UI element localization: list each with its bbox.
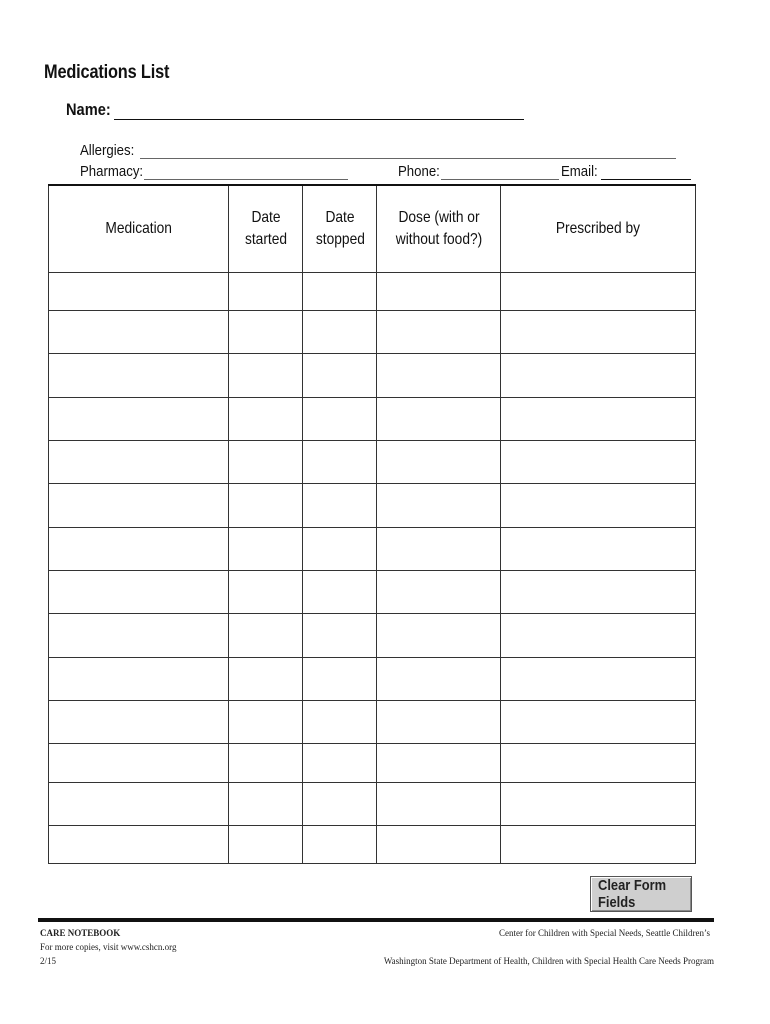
table-row <box>49 441 696 484</box>
email-label: Email: <box>561 163 598 180</box>
cell-date-stopped[interactable] <box>303 397 377 440</box>
header-medication: Medication <box>49 185 229 273</box>
cell-dose[interactable] <box>377 397 501 440</box>
email-input[interactable] <box>601 164 691 180</box>
table-row <box>49 311 696 354</box>
cell-date-stopped[interactable] <box>303 484 377 527</box>
cell-prescribed-by[interactable] <box>501 311 696 354</box>
phone-label: Phone: <box>397 163 440 180</box>
cell-dose[interactable] <box>377 744 501 782</box>
cell-date-started[interactable] <box>229 273 303 311</box>
cell-prescribed-by[interactable] <box>501 701 696 744</box>
cell-prescribed-by[interactable] <box>501 273 696 311</box>
footer-date: 2/15 <box>40 956 57 966</box>
table-row <box>49 657 696 700</box>
footer-notebook-title: CARE NOTEBOOK <box>40 928 121 938</box>
cell-dose[interactable] <box>377 657 501 700</box>
cell-date-stopped[interactable] <box>303 744 377 782</box>
name-label: Name: <box>66 100 111 119</box>
cell-prescribed-by[interactable] <box>501 441 696 484</box>
cell-prescribed-by[interactable] <box>501 614 696 657</box>
header-prescribed-by: Prescribed by <box>501 185 696 273</box>
cell-date-stopped[interactable] <box>303 571 377 614</box>
cell-medication[interactable] <box>49 657 229 700</box>
cell-date-started[interactable] <box>229 657 303 700</box>
cell-medication[interactable] <box>49 527 229 570</box>
cell-date-started[interactable] <box>229 614 303 657</box>
table-row <box>49 782 696 825</box>
cell-date-started[interactable] <box>229 744 303 782</box>
cell-date-stopped[interactable] <box>303 614 377 657</box>
cell-dose[interactable] <box>377 701 501 744</box>
cell-prescribed-by[interactable] <box>501 657 696 700</box>
medications-table <box>48 184 696 864</box>
cell-medication[interactable] <box>49 273 229 311</box>
allergies-label: Allergies: <box>80 142 135 159</box>
table-row <box>49 273 696 311</box>
table-row <box>49 744 696 782</box>
cell-date-stopped[interactable] <box>303 701 377 744</box>
cell-prescribed-by[interactable] <box>501 354 696 397</box>
cell-date-stopped[interactable] <box>303 657 377 700</box>
cell-medication[interactable] <box>49 571 229 614</box>
cell-dose[interactable] <box>377 614 501 657</box>
cell-date-stopped[interactable] <box>303 527 377 570</box>
name-input[interactable] <box>114 101 524 120</box>
cell-dose[interactable] <box>377 354 501 397</box>
table-row <box>49 701 696 744</box>
cell-medication[interactable] <box>49 311 229 354</box>
cell-prescribed-by[interactable] <box>501 527 696 570</box>
table-row <box>49 397 696 440</box>
cell-prescribed-by[interactable] <box>501 484 696 527</box>
table-row <box>49 825 696 863</box>
cell-date-stopped[interactable] <box>303 273 377 311</box>
cell-date-started[interactable] <box>229 825 303 863</box>
footer-dept-credit: Washington State Department of Health, Children with Special Health Care Needs Program <box>383 956 714 966</box>
table-row <box>49 614 696 657</box>
cell-dose[interactable] <box>377 782 501 825</box>
cell-prescribed-by[interactable] <box>501 782 696 825</box>
cell-date-started[interactable] <box>229 782 303 825</box>
cell-medication[interactable] <box>49 701 229 744</box>
cell-medication[interactable] <box>49 484 229 527</box>
cell-date-started[interactable] <box>229 571 303 614</box>
phone-input[interactable] <box>441 164 559 180</box>
cell-dose[interactable] <box>377 484 501 527</box>
clear-form-fields-button[interactable]: Clear Form Fields <box>590 876 692 912</box>
cell-date-stopped[interactable] <box>303 354 377 397</box>
cell-medication[interactable] <box>49 397 229 440</box>
pharmacy-label: Pharmacy: <box>80 163 144 180</box>
header-date-stopped: Date stopped <box>303 185 377 273</box>
table-row <box>49 527 696 570</box>
cell-dose[interactable] <box>377 825 501 863</box>
cell-date-started[interactable] <box>229 484 303 527</box>
cell-medication[interactable] <box>49 782 229 825</box>
cell-medication[interactable] <box>49 825 229 863</box>
cell-prescribed-by[interactable] <box>501 397 696 440</box>
footer-copies-link: For more copies, visit www.cshcn.org <box>40 942 177 952</box>
cell-date-stopped[interactable] <box>303 782 377 825</box>
cell-medication[interactable] <box>49 441 229 484</box>
footer-divider <box>38 918 714 922</box>
cell-dose[interactable] <box>377 571 501 614</box>
allergies-input[interactable] <box>140 143 676 159</box>
footer-center-credit: Center for Children with Special Needs, Seattle Children’s <box>499 928 710 938</box>
table-row <box>49 354 696 397</box>
header-dose: Dose (with or without food?) <box>377 185 501 273</box>
table-header-row <box>49 185 696 273</box>
cell-date-started[interactable] <box>229 311 303 354</box>
cell-date-started[interactable] <box>229 701 303 744</box>
cell-dose[interactable] <box>377 273 501 311</box>
cell-medication[interactable] <box>49 744 229 782</box>
cell-dose[interactable] <box>377 311 501 354</box>
table-row <box>49 571 696 614</box>
cell-prescribed-by[interactable] <box>501 744 696 782</box>
cell-medication[interactable] <box>49 614 229 657</box>
cell-prescribed-by[interactable] <box>501 571 696 614</box>
cell-date-stopped[interactable] <box>303 825 377 863</box>
cell-prescribed-by[interactable] <box>501 825 696 863</box>
cell-date-started[interactable] <box>229 441 303 484</box>
page-title: Medications List <box>44 62 170 83</box>
header-date-started: Date started <box>229 185 303 273</box>
cell-date-started[interactable] <box>229 397 303 440</box>
cell-date-stopped[interactable] <box>303 311 377 354</box>
cell-dose[interactable] <box>377 527 501 570</box>
cell-medication[interactable] <box>49 354 229 397</box>
pharmacy-field-row <box>80 163 691 180</box>
allergies-field-row <box>80 142 676 159</box>
cell-date-started[interactable] <box>229 527 303 570</box>
pharmacy-input[interactable] <box>144 164 348 180</box>
name-field-row <box>66 100 524 120</box>
cell-date-stopped[interactable] <box>303 441 377 484</box>
table-row <box>49 484 696 527</box>
cell-dose[interactable] <box>377 441 501 484</box>
cell-date-started[interactable] <box>229 354 303 397</box>
